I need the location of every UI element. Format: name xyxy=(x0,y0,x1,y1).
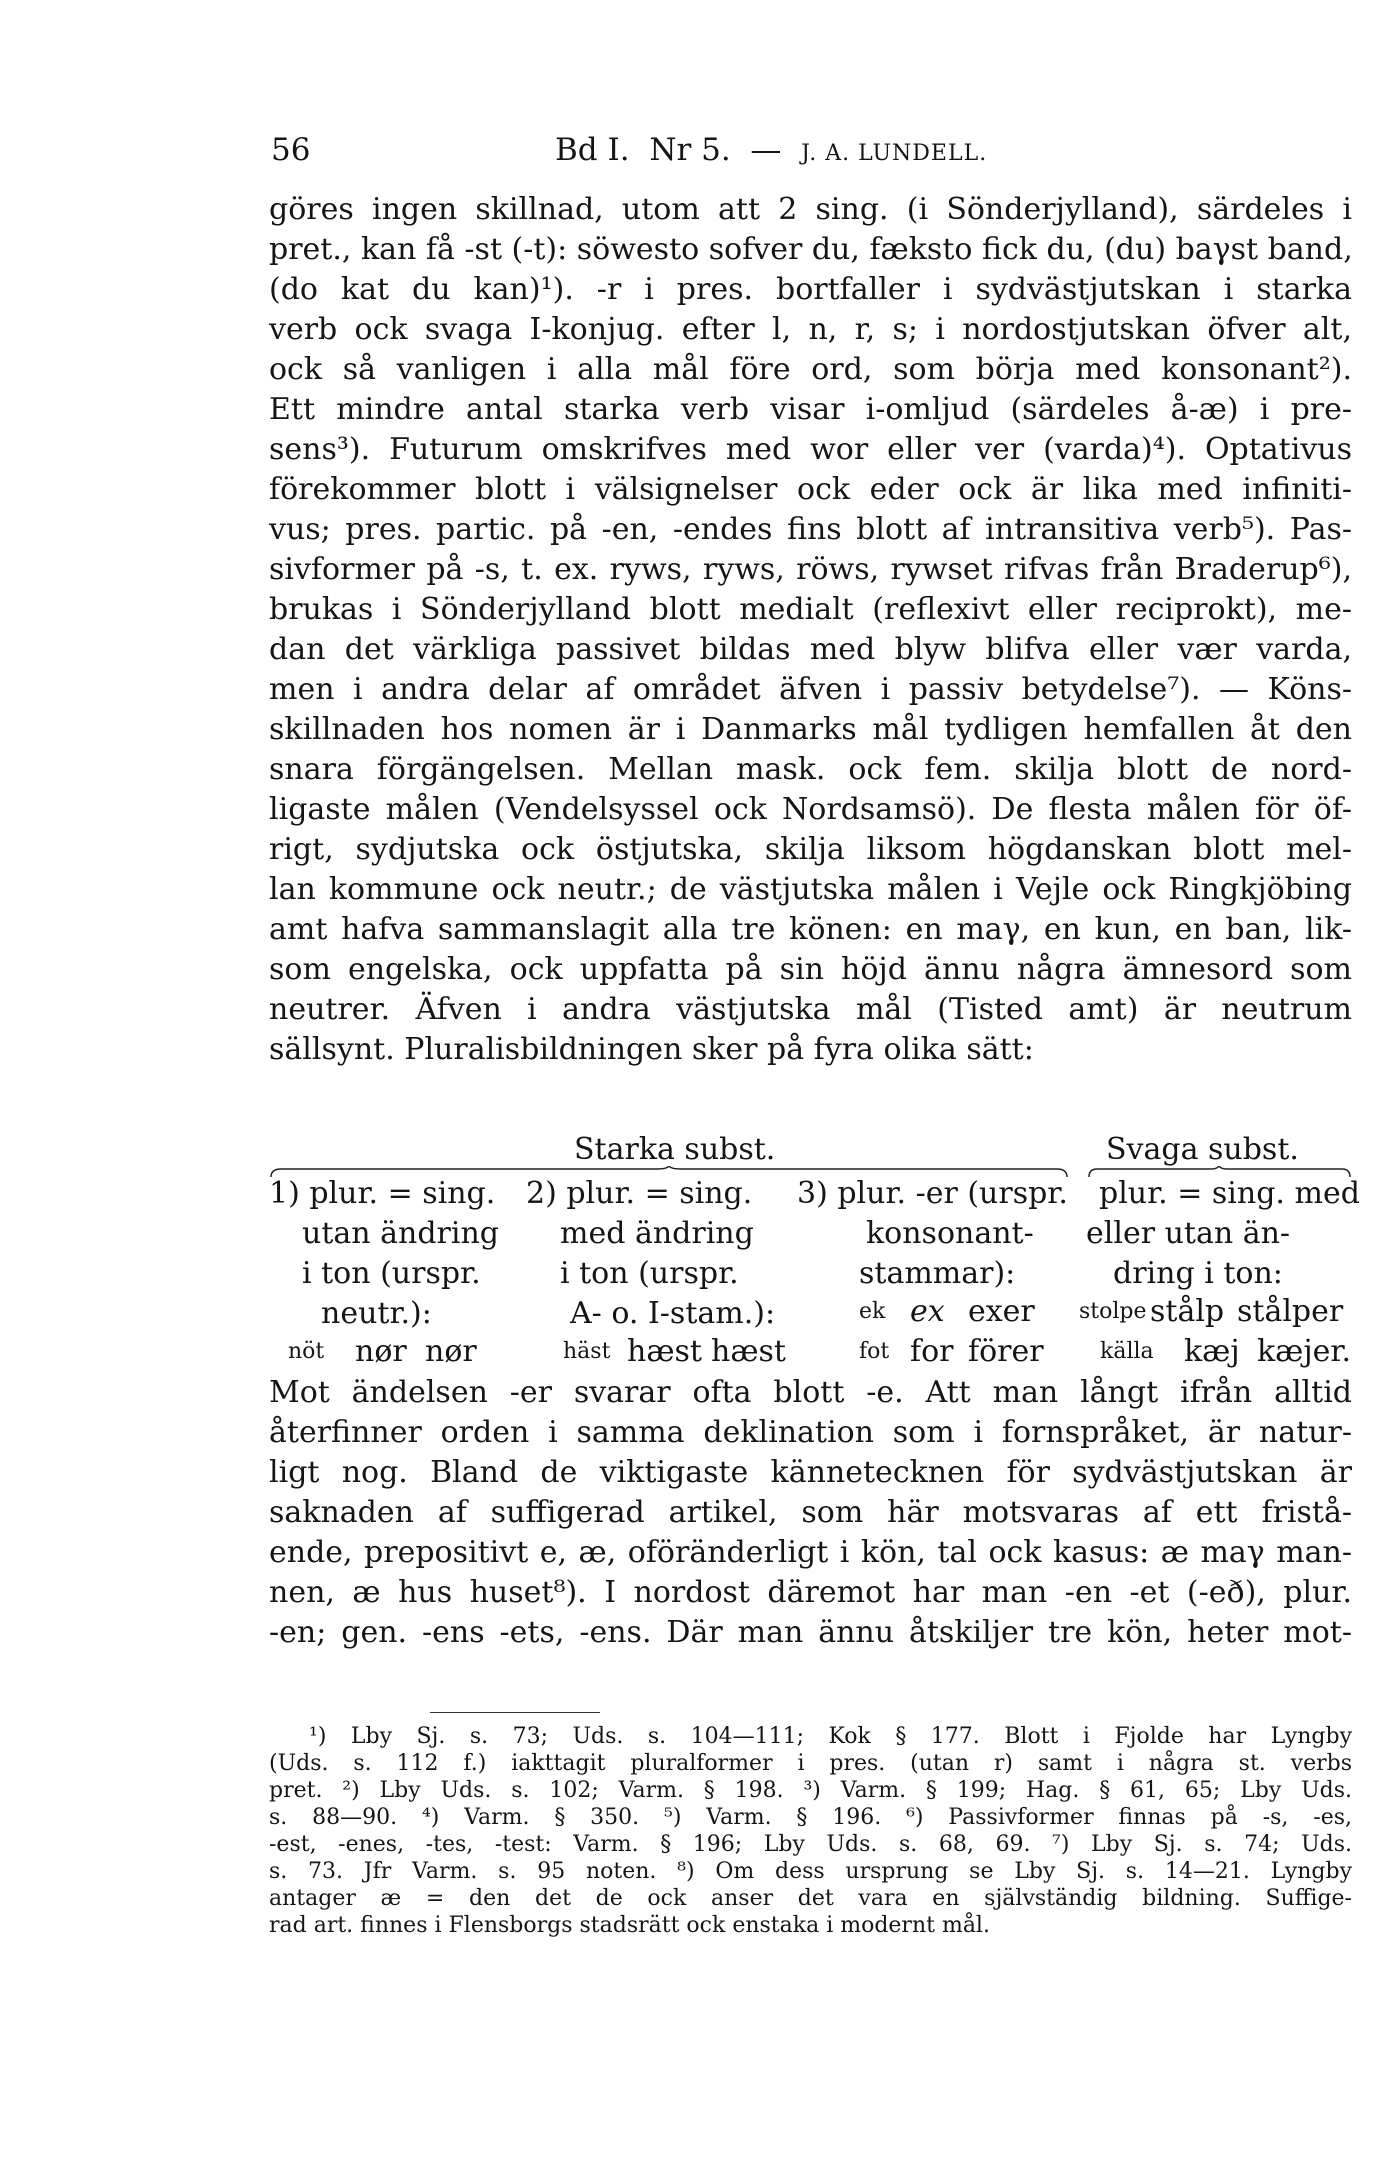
text-line: sivformer på -s, t. ex. ryws, ryws, röws, rywset rifvas från Braderup⁶), xyxy=(269,552,1352,587)
text-line: verb ock svaga I-konjug. efter l, n, r, s; i nordostjutskan öfver alt, xyxy=(269,312,1352,347)
footnote-line: rad art. finnes i Flensborgs stadsrätt ock enstaka i modernt mål. xyxy=(269,1913,990,1938)
col4-inline-def: stålp xyxy=(1150,1294,1225,1329)
col3-line2: konsonant- xyxy=(866,1216,1034,1251)
col4-example-plur: kæjer. xyxy=(1257,1334,1352,1369)
footnotes xyxy=(269,1723,1352,1939)
header-dash: — xyxy=(750,132,782,168)
text-line: snara förgängelsen. Mellan mask. ock fem. skilja blott de nord- xyxy=(269,752,1352,787)
footnote-rule xyxy=(430,1712,600,1713)
col4-line1: plur. = sing. med xyxy=(1099,1176,1360,1211)
text-line: Ett mindre antal starka verb visar i-omljud (särdeles å-æ) i pre- xyxy=(269,392,1352,427)
header-author: J. A. LUNDELL. xyxy=(801,141,988,166)
col2-line1: 2) plur. = sing. xyxy=(526,1176,753,1211)
text-line: lan kommune ock neutr.; de västjutska målen i Vejle ock Ringkjöbing xyxy=(269,872,1352,907)
footnote-line: s. 73. Jfr Varm. s. 95 noten. ⁸) Om dess ursprung se Lby Sj. s. 14—21. Lyngby xyxy=(269,1859,1352,1884)
col3-inline-plur: exer xyxy=(968,1294,1035,1329)
text-line: nen, æ hus huset⁸). I nordost däremot har man -en -et (-eð), plur. xyxy=(269,1575,1352,1610)
footnote-line: -est, -enes, -tes, -test: Varm. § 196; Lby Uds. s. 68, 69. ⁷) Lby Sj. s. 74; Uds. xyxy=(269,1832,1352,1857)
text-line: vus; pres. partic. på -en, -endes fins blott af intransitiva verb⁵). Pas- xyxy=(269,512,1352,547)
text-line: men i andra delar af området äfven i passiv betydelse⁷). — Köns- xyxy=(269,672,1352,707)
text-line: ligt nog. Bland de viktigaste kännetecknen för sydvästjutskan är xyxy=(269,1455,1352,1490)
text-line: förekommer blott i välsignelser ock eder ock är lika med infiniti- xyxy=(269,472,1352,507)
col2-line2: med ändring xyxy=(560,1216,754,1251)
text-line: pret., kan få -st (-t): söwesto sofver du, fæksto fick du, (du) baγst band, xyxy=(269,232,1353,267)
weak-header: Svaga subst. xyxy=(1106,1132,1299,1167)
col2-example-sing: häst xyxy=(563,1339,611,1364)
footnote-line: pret. ²) Lby Uds. s. 102; Varm. § 198. ³) Varm. § 199; Hag. § 61, 65; Lby Uds. xyxy=(269,1778,1352,1803)
col1-example-def: nør xyxy=(355,1334,407,1369)
footnote-line: (Uds. s. 112 f.) iakttagit pluralformer i pres. (utan r) samt i några st. verbs xyxy=(269,1751,1352,1776)
col4-example-def: kæj xyxy=(1184,1334,1240,1369)
body-text-top xyxy=(269,190,1352,1070)
header-volume: Bd I. xyxy=(555,132,630,168)
text-line: brukas i Sönderjylland blott medialt (reflexivt eller reciprokt), me- xyxy=(269,592,1352,627)
text-line: amt hafva sammanslagit alla tre könen: en maγ, en kun, en ban, lik- xyxy=(269,912,1352,947)
col4-example-sing: källa xyxy=(1100,1339,1154,1364)
text-line: rigt, sydjutska ock östjutska, skilja liksom högdanskan blott mel- xyxy=(269,832,1352,867)
col3-example-def: for xyxy=(910,1334,954,1369)
col1-example-plur: nør xyxy=(425,1334,477,1369)
text-line: ock så vanligen i alla mål före ord, som börja med konsonant²). xyxy=(269,352,1352,387)
col4-inline-plur: stålper xyxy=(1237,1294,1344,1329)
header-title xyxy=(555,130,987,174)
col1-line3: i ton (urspr. xyxy=(302,1256,481,1291)
col3-inline-sing: ek xyxy=(859,1299,886,1324)
text-line: som engelska, ock uppfatta på sin höjd ännu några ämnesord som xyxy=(269,952,1352,987)
page-number: 56 xyxy=(271,132,311,168)
col4-line3: dring i ton: xyxy=(1113,1256,1283,1291)
col4-inline-sing: stolpe xyxy=(1079,1299,1147,1324)
col3-inline-def: ex xyxy=(910,1294,945,1329)
text-line: dan det värkliga passivet bildas med blyw blifva eller vær varda, xyxy=(269,632,1352,667)
col2-line4: A- o. I-stam.): xyxy=(570,1296,776,1331)
footnote-line: ¹) Lby Sj. s. 73; Uds. s. 104—111; Kok § 177. Blott i Fjolde har Lyngby xyxy=(309,1724,1352,1749)
col2-example-plur: hæst xyxy=(711,1334,786,1369)
declension-table xyxy=(269,1130,1360,1370)
col3-example-plur: förer xyxy=(968,1334,1044,1369)
footnote-line: s. 88—90. ⁴) Varm. § 350. ⁵) Varm. § 196. ⁶) Passivformer finnas på -s, -es, xyxy=(269,1805,1352,1830)
text-line: ende, prepositivt e, æ, oföränderligt i kön, tal ock kasus: æ maγ man- xyxy=(269,1535,1352,1570)
text-line: göres ingen skillnad, utom att 2 sing. (i Sönderjylland), särdeles i xyxy=(269,192,1352,227)
footnote-line: antager æ = den det de ock anser det vara en självständig bildning. Suffige- xyxy=(269,1886,1352,1911)
text-line: ligaste målen (Vendelsyssel ock Nordsamsö). De flesta målen för öf- xyxy=(269,792,1352,827)
col4-line2: eller utan än- xyxy=(1086,1216,1291,1251)
text-line: skillnaden hos nomen är i Danmarks mål tydligen hemfallen åt den xyxy=(269,712,1352,747)
text-line: återfinner orden i samma deklination som i fornspråket, är natur- xyxy=(269,1415,1352,1450)
text-line: sällsynt. Pluralisbildningen sker på fyra olika sätt: xyxy=(269,1032,1034,1067)
strong-header: Starka subst. xyxy=(574,1132,776,1167)
col1-line2: utan ändring xyxy=(302,1216,499,1251)
text-line: Mot ändelsen -er svarar ofta blott -e. Att man långt ifrån alltid xyxy=(269,1375,1352,1410)
text-line: saknaden af suffigerad artikel, som här motsvaras af ett fristå- xyxy=(269,1495,1352,1530)
col3-line3: stammar): xyxy=(859,1256,1016,1291)
col2-line3: i ton (urspr. xyxy=(560,1256,739,1291)
header-issue: Nr 5. xyxy=(649,132,731,168)
text-line: neutrer. Äfven i andra västjutska mål (Tisted amt) är neutrum xyxy=(269,992,1352,1027)
col2-example-def: hæst xyxy=(627,1334,702,1369)
col1-line1: 1) plur. = sing. xyxy=(269,1176,496,1211)
col3-line1: 3) plur. -er (urspr. xyxy=(797,1176,1068,1211)
body-text-bottom xyxy=(269,1373,1352,1653)
col3-example-sing: fot xyxy=(859,1339,890,1364)
text-line: (do kat du kan)¹). -r i pres. bortfaller i sydvästjutskan i starka xyxy=(269,272,1352,307)
text-line: sens³). Futurum omskrifves med wor eller ver (varda)⁴). Optativus xyxy=(269,432,1352,467)
col1-example-sing: nöt xyxy=(288,1339,325,1364)
text-line: -en; gen. -ens -ets, -ens. Där man ännu åtskiljer tre kön, heter mot- xyxy=(269,1615,1352,1650)
col1-line4: neutr.): xyxy=(321,1296,432,1331)
